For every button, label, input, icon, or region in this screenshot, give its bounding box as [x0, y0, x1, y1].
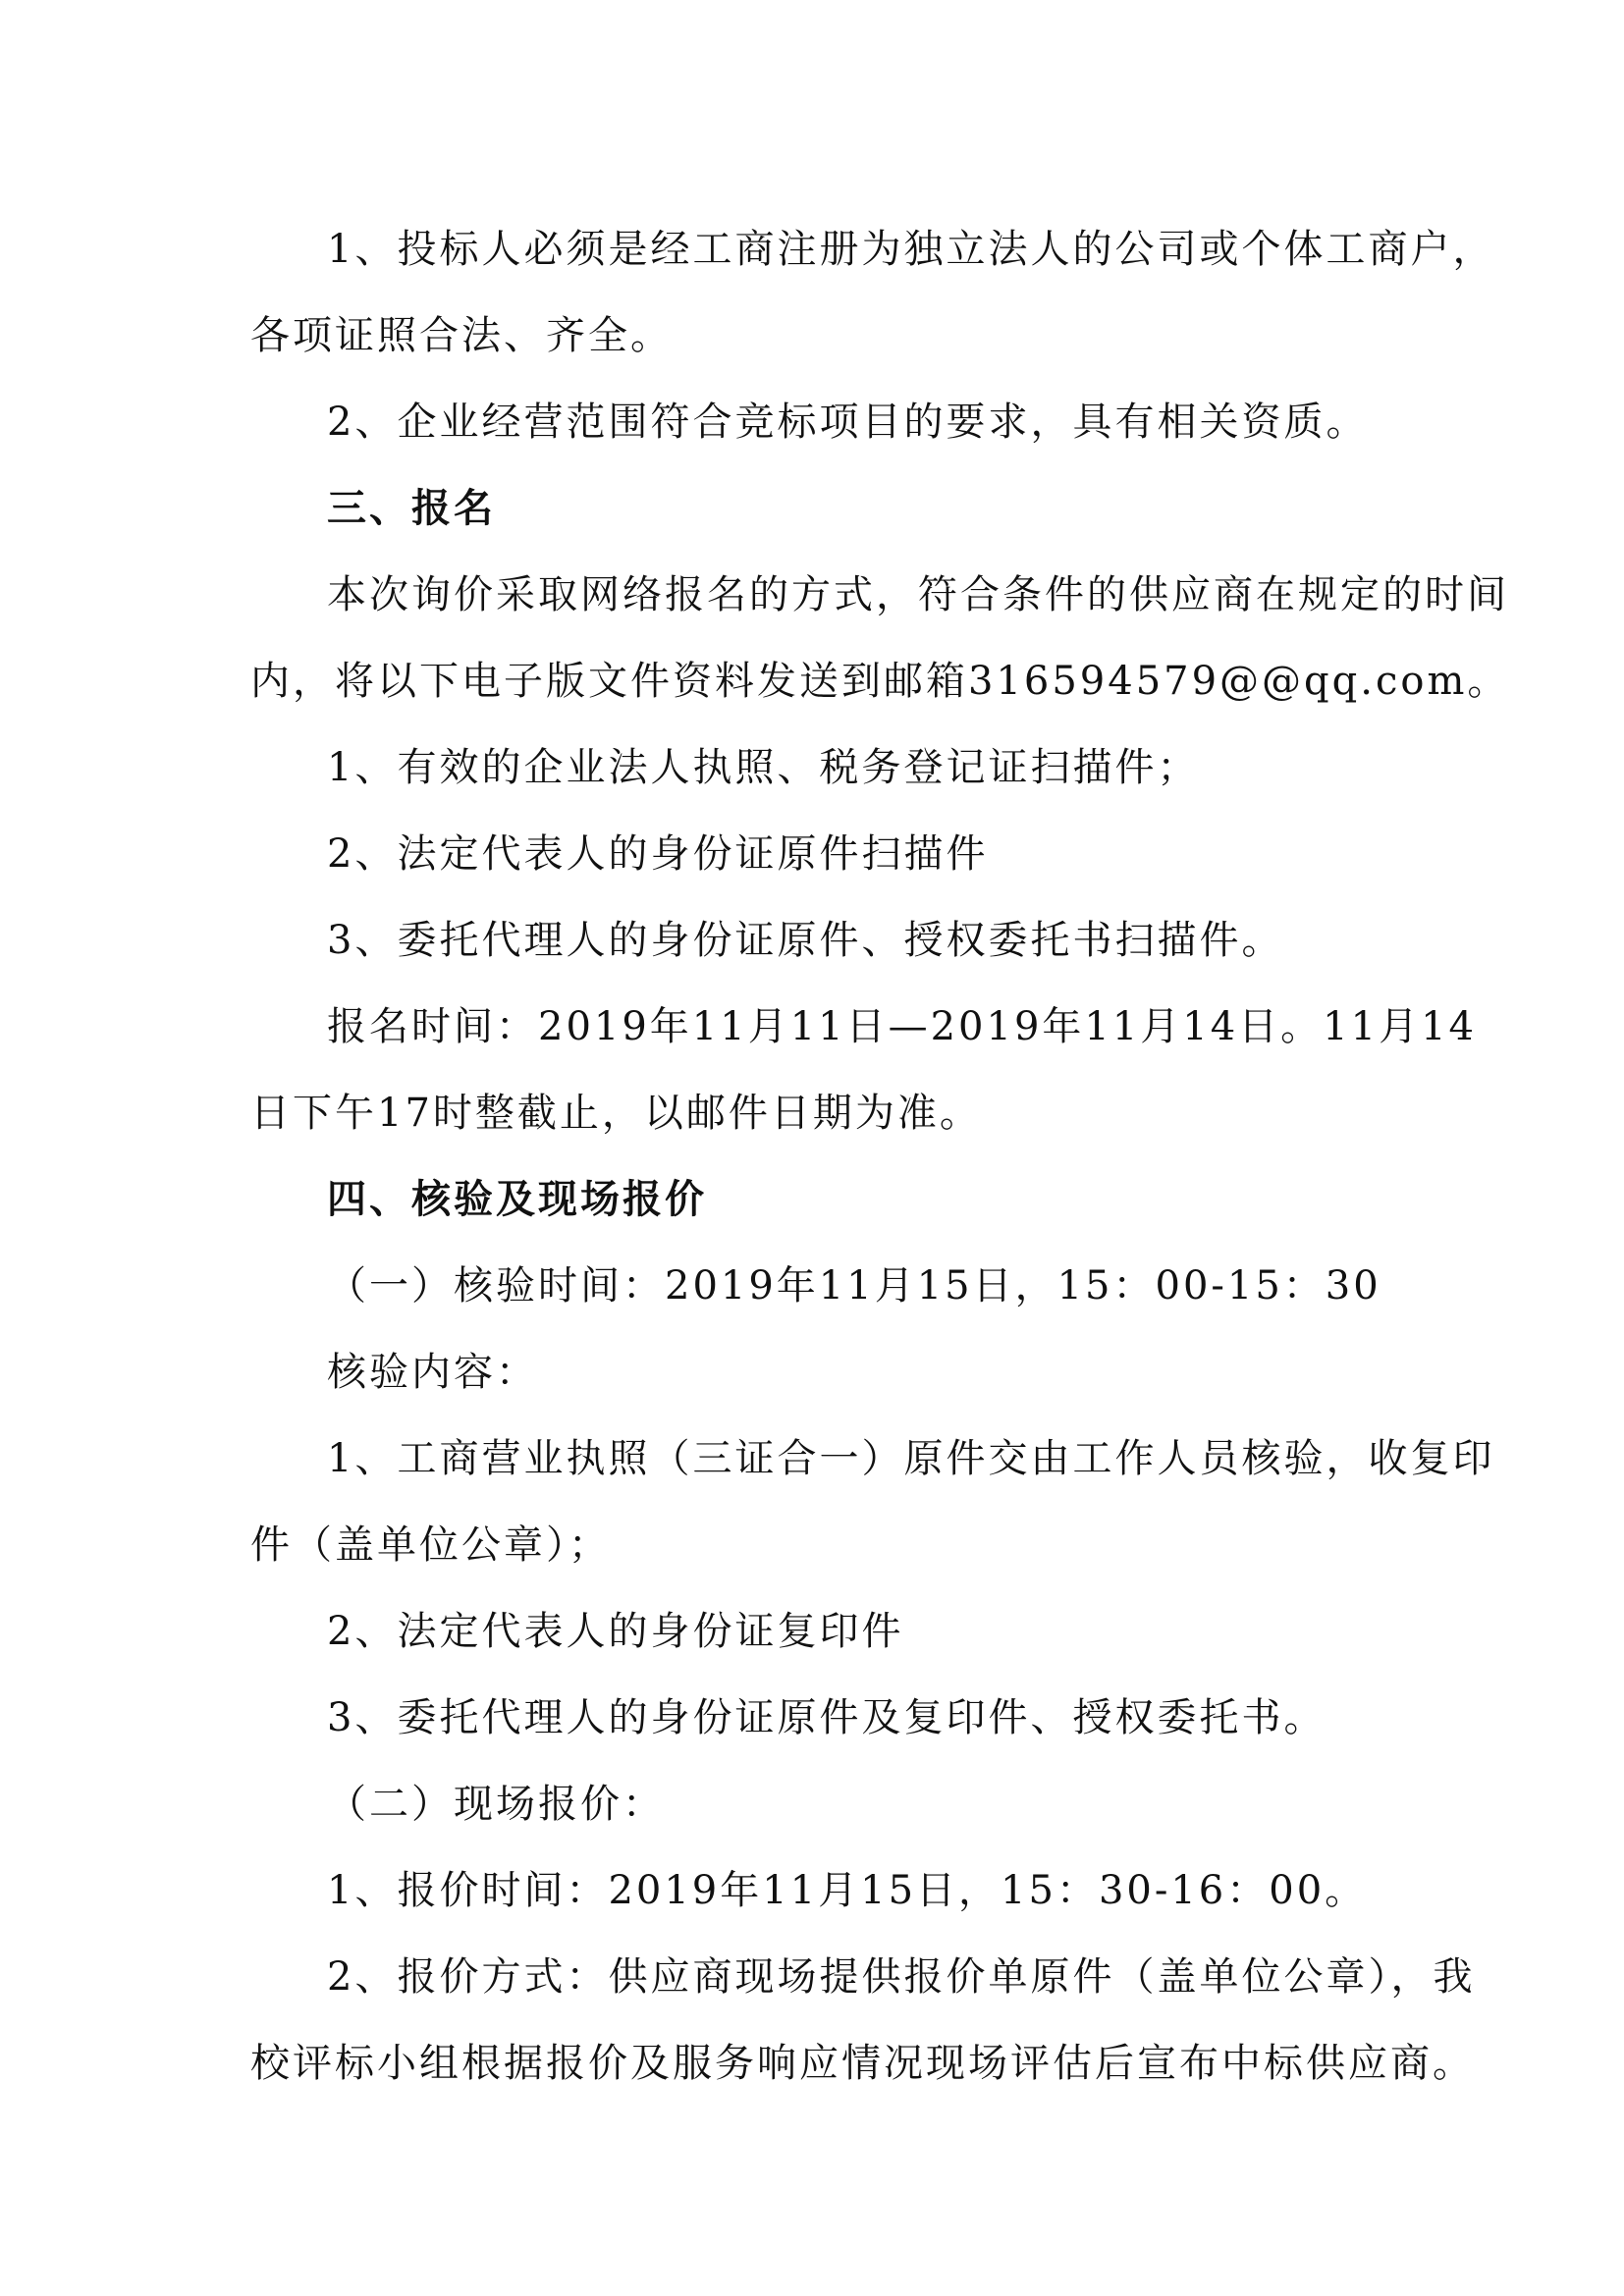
registration-time: 报名时间：2019年11月11日—2019年11月14日。11月14 — [327, 1004, 1477, 1049]
verification-item-3: 3、委托代理人的身份证原件及复印件、授权委托书。 — [327, 1695, 1326, 1740]
registration-item-2: 2、法定代表人的身份证原件扫描件 — [327, 831, 989, 877]
verification-content-label: 核验内容： — [327, 1350, 538, 1395]
document-body — [250, 206, 1510, 2107]
quote-time: 1、报价时间：2019年11月15日，15：30-16：00。 — [327, 1868, 1368, 1913]
requirement-line-2: 2、企业经营范围符合竞标项目的要求，具有相关资质。 — [327, 400, 1369, 445]
verification-time: （一）核验时间：2019年11月15日，15：00-15：30 — [327, 1263, 1381, 1308]
registration-item-3: 3、委托代理人的身份证原件、授权委托书扫描件。 — [327, 918, 1284, 963]
registration-intro: 本次询价采取网络报名的方式，符合条件的供应商在规定的时间 — [327, 572, 1509, 617]
registration-item-1: 1、有效的企业法人执照、税务登记证扫描件； — [327, 745, 1200, 790]
verification-item-1: 1、工商营业执照（三证合一）原件交由工作人员核验，收复印 — [327, 1436, 1495, 1481]
quote-method-cont: 校评标小组根据报价及服务响应情况现场评估后宣布中标供应商。 — [250, 2041, 1475, 2086]
requirement-line-1: 1、投标人必须是经工商注册为独立法人的公司或个体工商户， — [327, 227, 1495, 272]
registration-time-cont: 日下午17时整截止，以邮件日期为准。 — [250, 1091, 982, 1136]
registration-intro-cont: 内，将以下电子版文件资料发送到邮箱316594579@@qq.com。 — [250, 659, 1510, 704]
verification-item-2: 2、法定代表人的身份证复印件 — [327, 1609, 904, 1654]
requirement-line-1-cont: 各项证照合法、齐全。 — [250, 313, 673, 358]
onsite-quote-label: （二）现场报价： — [327, 1782, 665, 1827]
section-heading-verification: 四、核验及现场报价 — [327, 1176, 707, 1222]
section-heading-registration: 三、报名 — [327, 485, 496, 531]
quote-method: 2、报价方式：供应商现场提供报价单原件（盖单位公章），我 — [327, 1954, 1476, 2000]
verification-item-1-cont: 件（盖单位公章）； — [250, 1522, 611, 1568]
